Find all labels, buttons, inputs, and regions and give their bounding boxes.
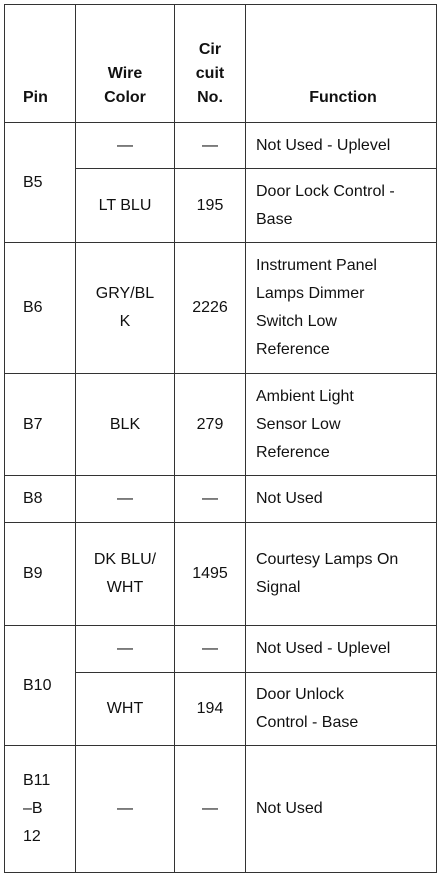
table-row (5, 243, 437, 374)
header-function: Function (246, 5, 437, 123)
circuit-cell: 279 (175, 374, 246, 476)
table-row (5, 123, 437, 169)
wire-color-cell: LT BLU (76, 169, 175, 243)
table-row (5, 374, 437, 476)
header-pin: Pin (5, 5, 76, 123)
wire-color-cell: BLK (76, 374, 175, 476)
wire-color-cell: — (76, 123, 175, 169)
pin-cell: B10 (5, 626, 76, 746)
function-cell: Not Used (246, 476, 437, 523)
wire-color-cell: — (76, 476, 175, 523)
function-cell: Door Unlock Control - Base (246, 673, 437, 746)
function-cell: Not Used - Uplevel (246, 123, 437, 169)
connector-pinout-table (4, 4, 437, 873)
circuit-cell: 1495 (175, 523, 246, 626)
header-wire-color: Wire Color (76, 5, 175, 123)
pin-cell: B7 (5, 374, 76, 476)
pin-cell: B11–B12 (5, 746, 76, 873)
circuit-cell: — (175, 626, 246, 673)
circuit-cell: 195 (175, 169, 246, 243)
table-row (5, 476, 437, 523)
circuit-cell: — (175, 123, 246, 169)
function-cell: Instrument Panel Lamps Dimmer Switch Low Reference (246, 243, 437, 374)
wire-color-cell: DK BLU/WHT (76, 523, 175, 626)
pin-cell: B8 (5, 476, 76, 523)
function-cell: Door Lock Control - Base (246, 169, 437, 243)
wire-color-cell: GRY/BLK (76, 243, 175, 374)
function-cell: Ambient Light Sensor Low Reference (246, 374, 437, 476)
function-cell: Courtesy Lamps On Signal (246, 523, 437, 626)
table-header-row (5, 5, 437, 123)
table-row (5, 626, 437, 673)
circuit-cell: 194 (175, 673, 246, 746)
circuit-cell: 2226 (175, 243, 246, 374)
table-row (5, 523, 437, 626)
pin-cell: B5 (5, 123, 76, 243)
pin-cell: B9 (5, 523, 76, 626)
table-row (5, 746, 437, 873)
function-cell: Not Used - Uplevel (246, 626, 437, 673)
circuit-cell: — (175, 746, 246, 873)
circuit-cell: — (175, 476, 246, 523)
wire-color-cell: — (76, 626, 175, 673)
header-circuit-no: Cir cuit No. (175, 5, 246, 123)
wire-color-cell: WHT (76, 673, 175, 746)
wire-color-cell: — (76, 746, 175, 873)
pin-cell: B6 (5, 243, 76, 374)
function-cell: Not Used (246, 746, 437, 873)
